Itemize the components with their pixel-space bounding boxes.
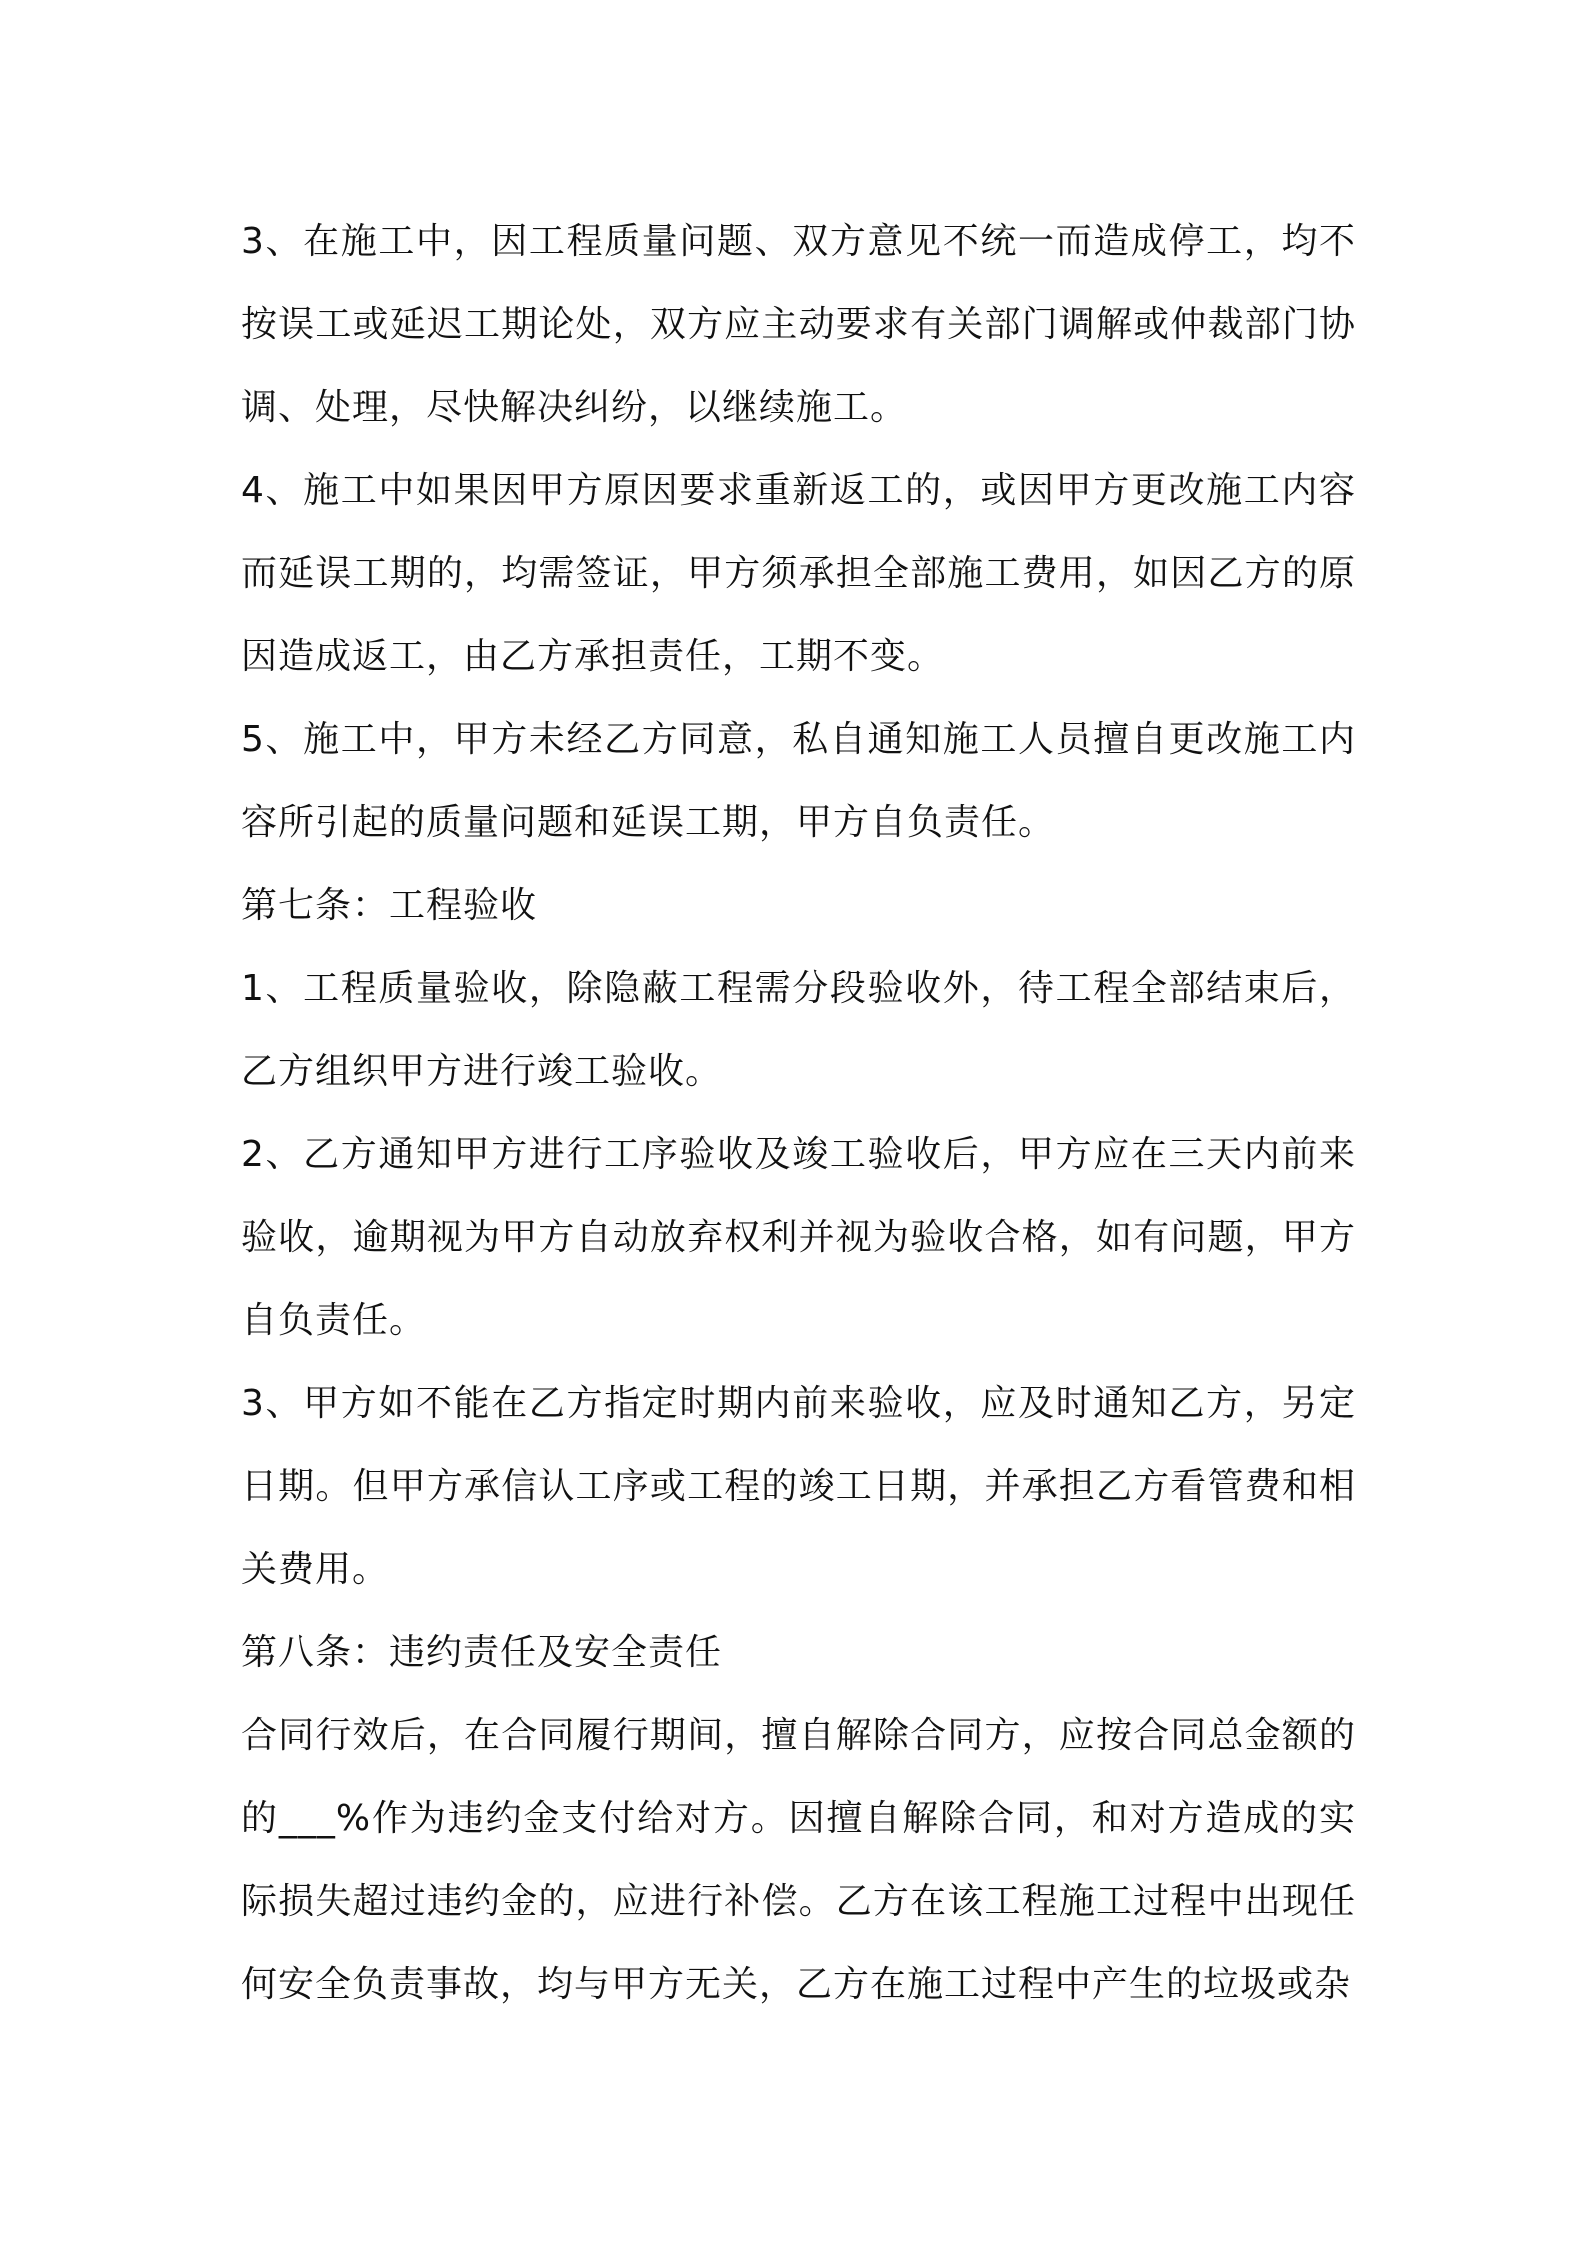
clause-7-item-1: 1、工程质量验收，除隐蔽工程需分段验收外，待工程全部结束后，乙方组织甲方进行竣工验收。 (241, 968, 1356, 1092)
clause-7-item-3: 3、甲方如不能在乙方指定时期内前来验收，应及时通知乙方，另定日期。但甲方承信认工序或工程的竣工日期，并承担乙方看管费和相关费用。 (241, 1383, 1356, 1590)
clause-7-item-2: 2、乙方通知甲方进行工序验收及竣工验收后，甲方应在三天内前来验收，逾期视为甲方自动放弃权利并视为验收合格，如有问题，甲方自负责任。 (241, 1134, 1356, 1341)
article-7-heading: 第七条：工程验收 (241, 885, 538, 926)
article-8-heading: 第八条：违约责任及安全责任 (241, 1632, 723, 1673)
clause-6-item-4: 4、施工中如果因甲方原因要求重新返工的，或因甲方更改施工内容而延误工期的，均需签证，甲方须承担全部施工费用，如因乙方的原因造成返工，由乙方承担责任，工期不变。 (241, 470, 1356, 677)
clause-6-item-5: 5、施工中，甲方未经乙方同意，私自通知施工人员擅自更改施工内容所引起的质量问题和延误工期，甲方自负责任。 (241, 719, 1356, 843)
document-body (241, 200, 1356, 2026)
clause-8-body: 合同行效后，在合同履行期间，擅自解除合同方，应按合同总金额的的___%作为违约金支付给对方。因擅自解除合同，和对方造成的实际损失超过违约金的，应进行补偿。乙方在该工程施工过程中出现任何安全负责事故，均与甲方无关，乙方在施工过程中产生的垃圾或杂 (241, 1715, 1356, 2005)
clause-6-item-3: 3、在施工中，因工程质量问题、双方意见不统一而造成停工，均不按误工或延迟工期论处，双方应主动要求有关部门调解或仲裁部门协调、处理，尽快解决纠纷，以继续施工。 (241, 221, 1356, 428)
